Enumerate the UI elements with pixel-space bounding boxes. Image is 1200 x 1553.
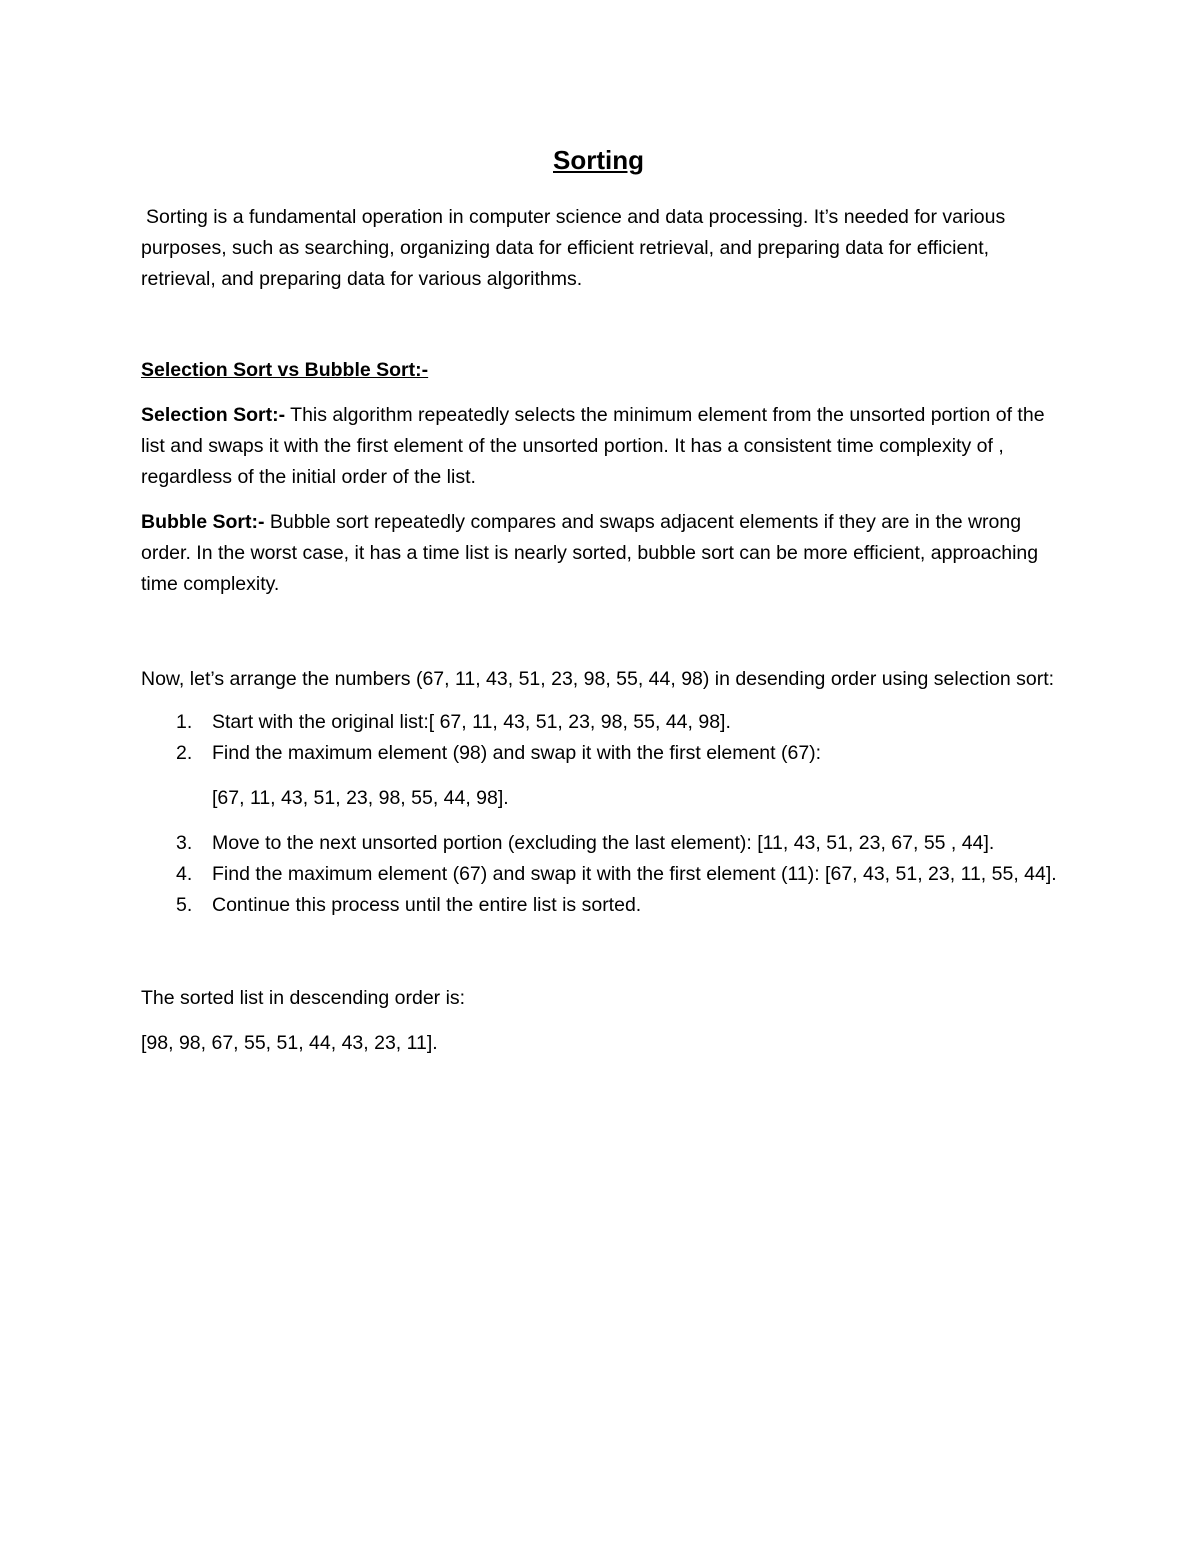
- list-item: [141, 890, 1066, 921]
- selection-sort-label: Selection Sort:-: [141, 404, 286, 426]
- step-text: Move to the next unsorted portion (excluding the last element): [11, 43, 51, 23, 67, 55 , 44].: [212, 832, 995, 854]
- step2-detail: [67, 11, 43, 51, 23, 98, 55, 44, 98].: [212, 787, 509, 809]
- result-label: The sorted list in descending order is:: [141, 987, 466, 1009]
- bubble-sort-text: Bubble sort repeatedly compares and swaps adjacent elements if they are in the wrong order. In the worst case, it has a time list is nearly sorted, bubble sort can be more efficient, approaching time complexity.: [141, 511, 1039, 595]
- list-item: [141, 707, 1066, 738]
- intro-paragraph: Sorting is a fundamental operation in computer science and data processing. It’s needed for various purposes, such as searching, organizing data for efficient retrieval, and preparing data for efficient, retrieval, and preparing data for various algorithms.: [141, 206, 1006, 290]
- task-paragraph: Now, let’s arrange the numbers (67, 11, 43, 51, 23, 98, 55, 44, 98) in desending order using selection sort:: [141, 668, 1055, 690]
- result-list: [98, 98, 67, 55, 51, 44, 43, 23, 11].: [141, 1032, 438, 1054]
- steps-list: [141, 707, 1066, 769]
- list-item: [141, 859, 1066, 890]
- step-number: 4.: [176, 863, 193, 885]
- page-title: Sorting: [553, 145, 644, 175]
- step-number: 5.: [176, 894, 193, 916]
- bubble-sort-label: Bubble Sort:-: [141, 511, 265, 533]
- comparison-heading: Selection Sort vs Bubble Sort:-: [141, 359, 429, 381]
- step-number: 1.: [176, 711, 193, 733]
- step-text: Find the maximum element (98) and swap it with the first element (67):: [212, 742, 822, 764]
- step-text: Find the maximum element (67) and swap it with the first element (11): [67, 43, 51, 23, 11, 55, 44].: [212, 863, 1057, 885]
- document-body: [141, 140, 1066, 1059]
- steps-list-continued: [141, 828, 1066, 921]
- step-text: Start with the original list:[ 67, 11, 43, 51, 23, 98, 55, 44, 98].: [212, 711, 731, 733]
- step-number: 2.: [176, 742, 193, 764]
- list-item: [141, 738, 1066, 769]
- step-number: 3.: [176, 832, 193, 854]
- selection-sort-paragraph: [141, 400, 1066, 493]
- step-text: Continue this process until the entire list is sorted.: [212, 894, 642, 916]
- list-item: [141, 828, 1066, 859]
- selection-sort-text: This algorithm repeatedly selects the minimum element from the unsorted portion of the list and swaps it with the first element of the unsorted portion. It has a consistent time complexity of , regardless of the initial order of the list.: [141, 404, 1045, 488]
- bubble-sort-paragraph: [141, 507, 1066, 600]
